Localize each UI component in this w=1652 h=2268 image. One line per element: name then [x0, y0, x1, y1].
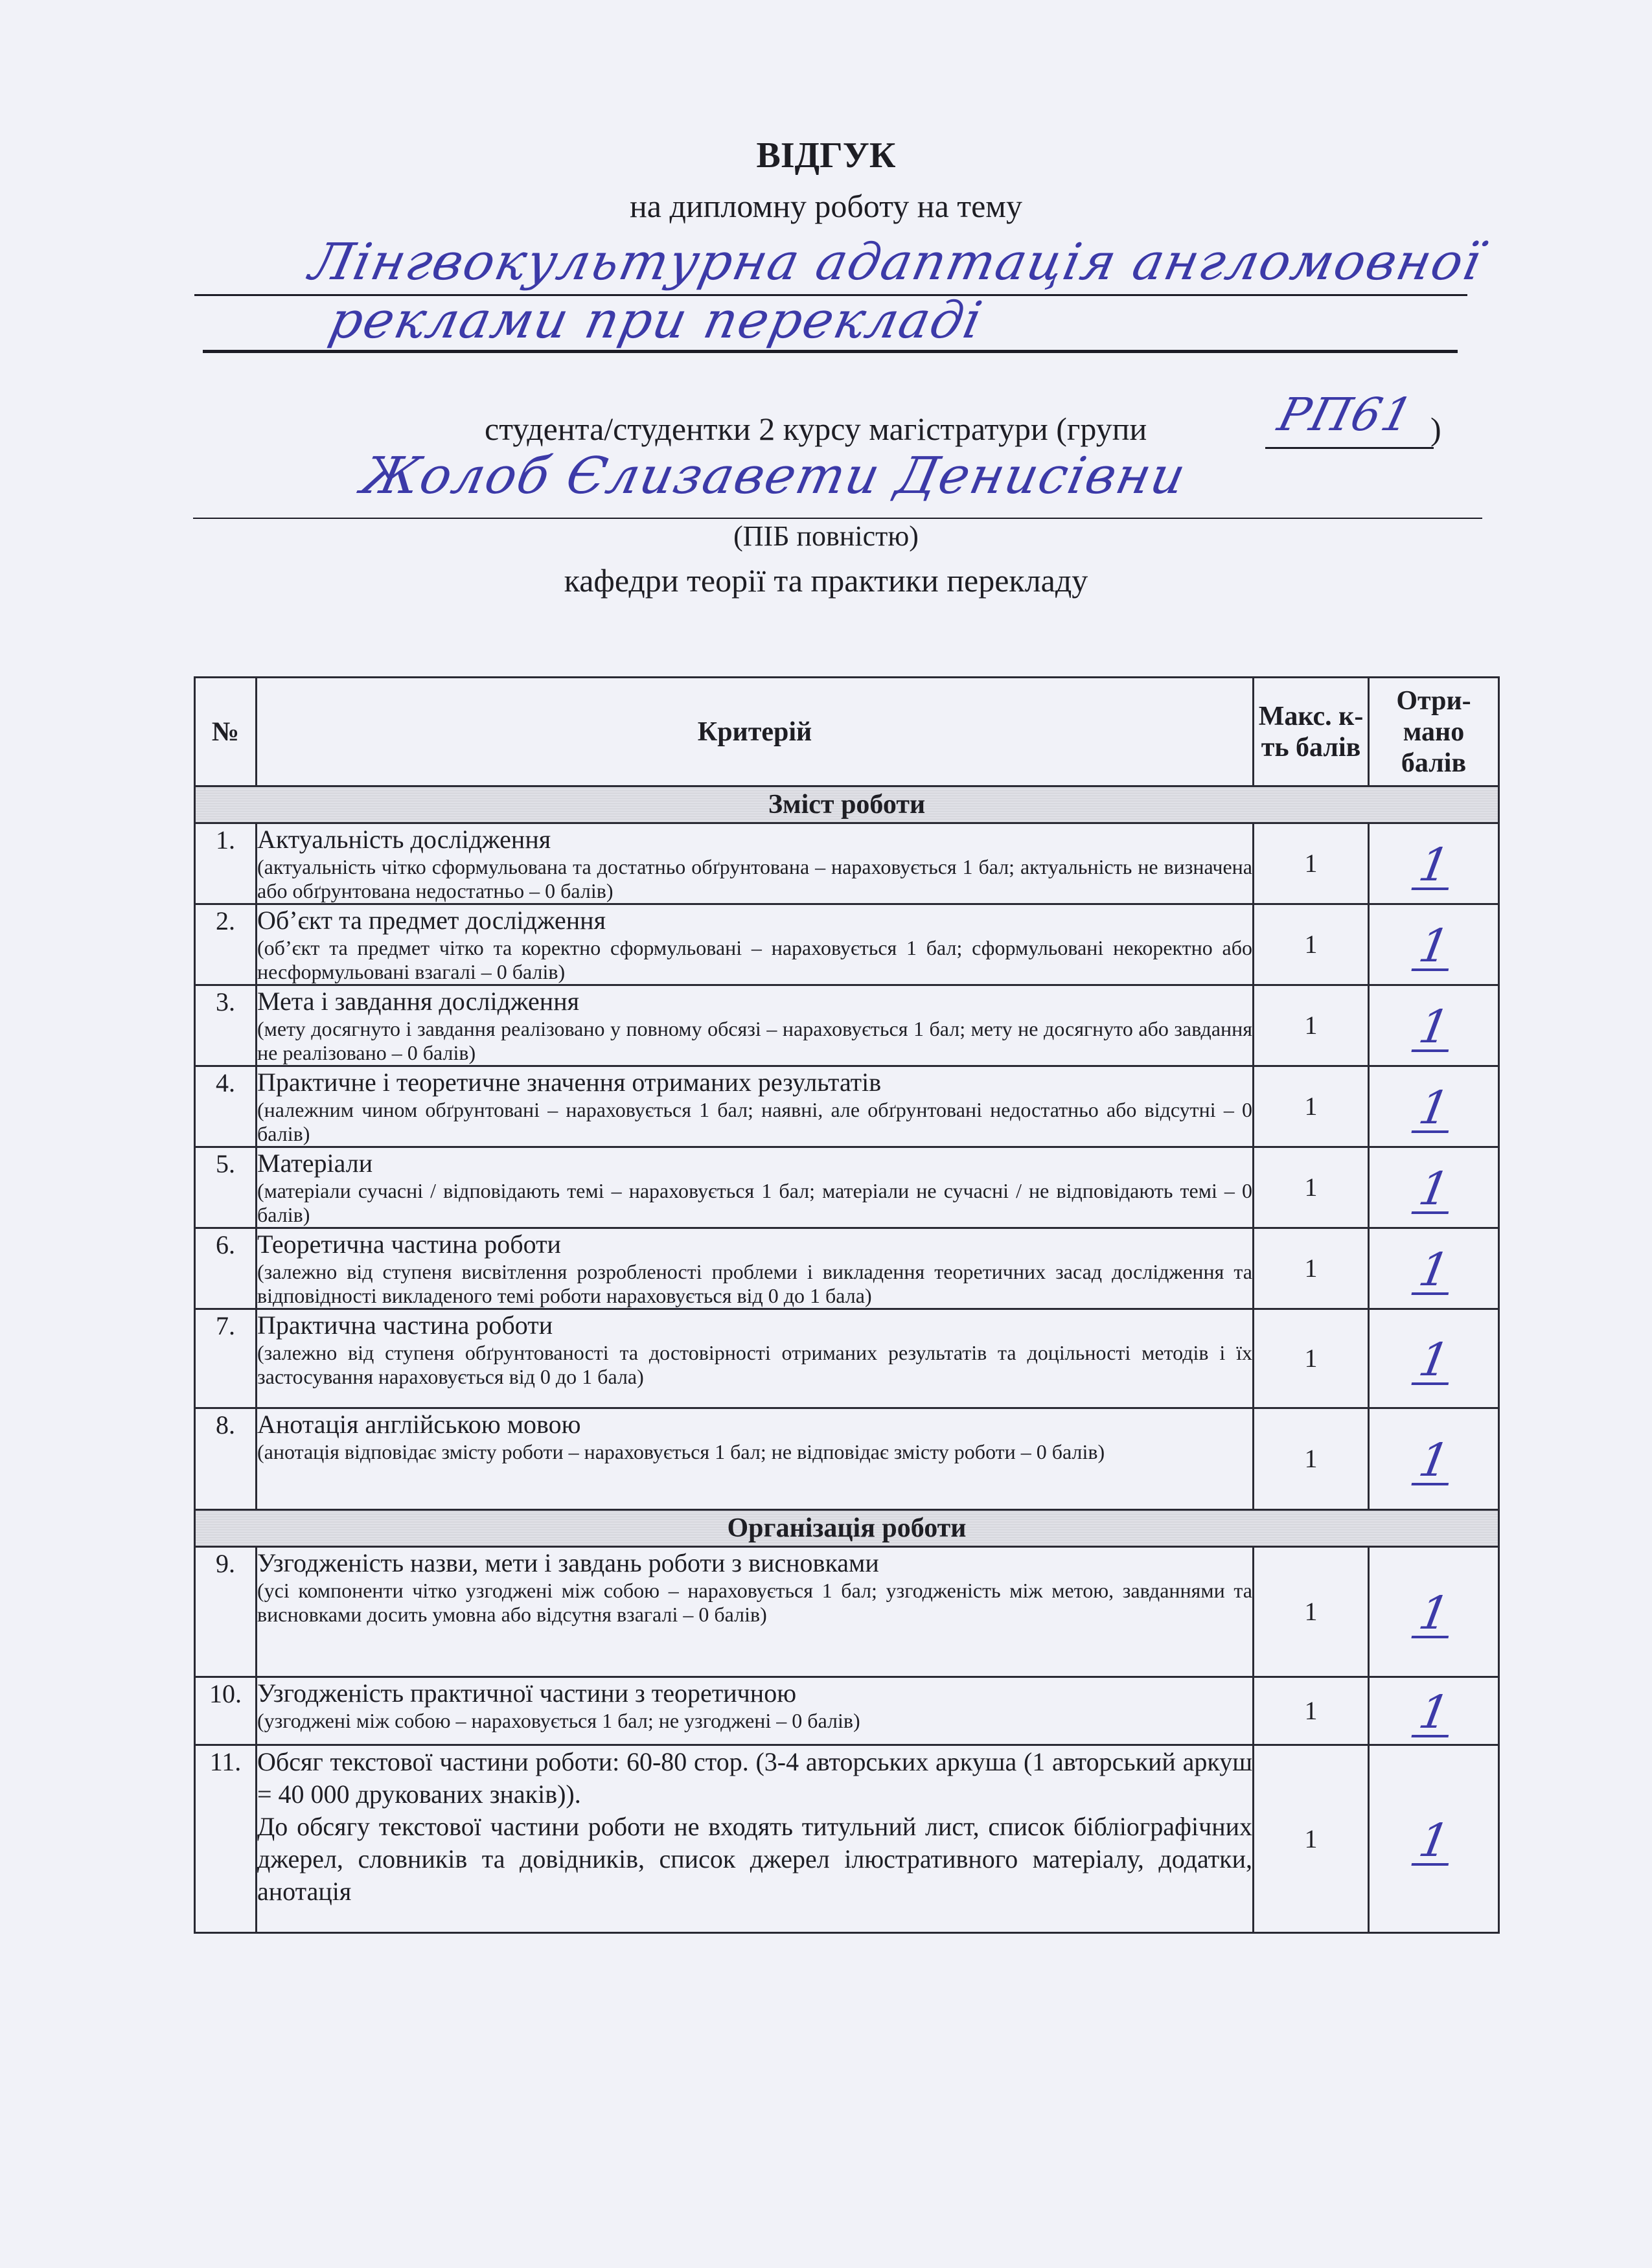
max-score: 1	[1304, 1824, 1318, 1853]
student-line-label: студента/студентки 2 курсу магістратури (групи	[485, 411, 1147, 447]
received-score-cell	[1369, 904, 1499, 985]
criterion-cell	[257, 1147, 1254, 1228]
criterion-number: 4.	[195, 1066, 257, 1147]
criterion-row	[195, 1066, 1499, 1147]
header-max	[1254, 678, 1369, 786]
document-title: ВІДГУК	[756, 135, 896, 176]
max-score-cell	[1254, 904, 1369, 985]
criterion-cell	[257, 1547, 1254, 1677]
criterion-description: (об’єкт та предмет чітко та коректно сформульовані – нараховується 1 бал; сформульовані некоректно або несформульовані взагалі – 0 балів)	[257, 936, 1252, 983]
criterion-cell	[257, 904, 1254, 985]
criterion-title: Обсяг текстової частини роботи: 60-80 стор. (3-4 авторських аркуша (1 авторський аркуш = 40 000 друкованих знаків)).	[257, 1747, 1252, 1809]
criterion-cell	[257, 1309, 1254, 1408]
header-received	[1369, 678, 1499, 786]
received-score-cell	[1369, 1745, 1499, 1933]
section-title: Зміст роботи	[195, 786, 1499, 823]
criterion-row	[195, 985, 1499, 1066]
criterion-number: 3.	[195, 985, 257, 1066]
criterion-cell	[257, 1408, 1254, 1510]
criterion-row	[195, 1228, 1499, 1309]
criterion-title: Об’єкт та предмет дослідження	[257, 906, 606, 935]
criterion-row	[195, 904, 1499, 985]
max-score-cell	[1254, 1677, 1369, 1745]
criterion-description: (залежно від ступеня висвітлення розробленості проблеми і викладення теоретичних засад дослідження та відповідності викладеного темі роботи нараховується від 0 до 1 бала)	[257, 1260, 1252, 1307]
criterion-description: (матеріали сучасні / відповідають темі – нараховується 1 бал; матеріали не сучасні / не відповідають темі – 0 балів)	[257, 1179, 1252, 1226]
name-caption: (ПІБ повністю)	[733, 520, 919, 552]
section-title: Організація роботи	[195, 1510, 1499, 1547]
criterion-title: Практичне і теоретичне значення отриманих результатів	[257, 1068, 882, 1097]
received-score-handwritten: 1	[1411, 1690, 1456, 1737]
group-handwritten: РП61	[1272, 388, 1419, 441]
max-score: 1	[1304, 1173, 1318, 1202]
received-score-handwritten: 1	[1411, 1004, 1456, 1052]
received-score-cell	[1369, 1066, 1499, 1147]
max-score-cell	[1254, 1745, 1369, 1933]
criterion-title: Анотація англійською мовою	[257, 1410, 581, 1439]
criterion-number: 5.	[195, 1147, 257, 1228]
received-score-handwritten: 1	[1411, 1438, 1456, 1485]
criterion-cell	[257, 985, 1254, 1066]
table-header-row	[195, 678, 1499, 786]
max-score: 1	[1304, 1597, 1318, 1626]
max-score-cell	[1254, 1547, 1369, 1677]
received-score-handwritten: 1	[1411, 1337, 1456, 1385]
header-num: №	[195, 678, 257, 786]
criterion-title: Мета і завдання дослідження	[257, 987, 579, 1016]
max-score: 1	[1304, 1444, 1318, 1473]
max-score-cell	[1254, 823, 1369, 904]
criterion-number: 9.	[195, 1547, 257, 1677]
criterion-title: Узгодженість практичної частини з теоретичною	[257, 1678, 797, 1708]
received-score-cell	[1369, 1547, 1499, 1677]
max-score-cell	[1254, 1228, 1369, 1309]
received-score-cell	[1369, 823, 1499, 904]
criterion-row	[195, 1147, 1499, 1228]
criterion-number: 7.	[195, 1309, 257, 1408]
criterion-row	[195, 1309, 1499, 1408]
max-score-cell	[1254, 1309, 1369, 1408]
criterion-cell	[257, 1677, 1254, 1745]
department-name: кафедри теорії та практики перекладу	[564, 562, 1088, 599]
received-score-handwritten: 1	[1411, 1166, 1456, 1214]
criterion-description: (узгоджені між собою – нараховується 1 бал; не узгоджені – 0 балів)	[257, 1709, 860, 1732]
document-subtitle: на дипломну роботу на тему	[630, 188, 1022, 224]
criterion-number: 10.	[195, 1677, 257, 1745]
header-criterion: Критерій	[257, 678, 1254, 786]
theme-underline-2	[203, 350, 1458, 353]
criterion-row	[195, 1677, 1499, 1745]
group-close-paren: )	[1430, 411, 1441, 447]
criterion-number: 8.	[195, 1408, 257, 1510]
max-score-cell	[1254, 985, 1369, 1066]
max-score: 1	[1304, 1254, 1318, 1283]
max-score: 1	[1304, 1011, 1318, 1040]
received-score-handwritten: 1	[1411, 1818, 1456, 1866]
criterion-title: Практична частина роботи	[257, 1311, 553, 1340]
criterion-cell	[257, 1228, 1254, 1309]
criterion-number: 11.	[195, 1745, 257, 1933]
criterion-cell	[257, 1066, 1254, 1147]
criterion-title: Теоретична частина роботи	[257, 1230, 561, 1259]
criterion-title: Узгодженість назви, мети і завдань роботи з висновками	[257, 1548, 879, 1577]
criterion-row	[195, 1745, 1499, 1933]
criterion-cell	[257, 823, 1254, 904]
received-score-handwritten: 1	[1411, 923, 1456, 971]
received-score-handwritten: 1	[1411, 1247, 1456, 1295]
criterion-row	[195, 1408, 1499, 1510]
criterion-description: (анотація відповідає змісту роботи – нараховується 1 бал; не відповідає змісту роботи – 0 балів)	[257, 1440, 1105, 1463]
criterion-description: (усі компоненти чітко узгоджені між собою – нараховується 1 бал; узгодженість між метою, завданнями та висновками досить умовна або відсутня взагалі – 0 балів)	[257, 1579, 1252, 1626]
header-max-label: Макс. к-ть балів	[1258, 701, 1364, 762]
received-score-cell	[1369, 1228, 1499, 1309]
header-received-label: Отри-мано балів	[1396, 685, 1471, 778]
section-row	[195, 786, 1499, 823]
received-score-cell	[1369, 985, 1499, 1066]
criterion-description: (належним чином обґрунтовані – нараховується 1 бал; наявні, але обґрунтовані недостатньо або відсутні – 0 балів)	[257, 1098, 1252, 1145]
received-score-cell	[1369, 1677, 1499, 1745]
student-name-handwritten: Жолоб Єлизавети Денисівни	[356, 447, 1192, 505]
criterion-description: До обсягу текстової частини роботи не входять титульний лист, список бібліографічних джерел, словників та довідників, список джерел ілюстративного матеріалу, додатки, анотація	[257, 1812, 1252, 1906]
criterion-row	[195, 823, 1499, 904]
criterion-description: (залежно від ступеня обґрунтованості та достовірності отриманих результатів та доцільності методів і їх застосування нараховується від 0 до 1 бала)	[257, 1341, 1252, 1388]
max-score: 1	[1304, 930, 1318, 959]
criterion-number: 1.	[195, 823, 257, 904]
max-score: 1	[1304, 1092, 1318, 1121]
max-score-cell	[1254, 1147, 1369, 1228]
criterion-description: (актуальність чітко сформульована та достатньо обґрунтована – нараховується 1 бал; актуальність не визначена або обґрунтована недостатньо – 0 балів)	[257, 855, 1252, 902]
criterion-description: (мету досягнуто і завдання реалізовано у повному обсязі – нараховується 1 бал; мету не досягнуто або завдання не реалізовано – 0 балів)	[257, 1017, 1252, 1064]
theme-handwritten-line-1: Лінгвокультурна адаптація англомовної	[304, 233, 1487, 292]
criterion-row	[195, 1547, 1499, 1677]
received-score-handwritten: 1	[1411, 842, 1456, 890]
section-row	[195, 1510, 1499, 1547]
received-score-cell	[1369, 1147, 1499, 1228]
max-score-cell	[1254, 1408, 1369, 1510]
group-underline	[1265, 447, 1434, 449]
received-score-cell	[1369, 1408, 1499, 1510]
max-score: 1	[1304, 1344, 1318, 1373]
max-score: 1	[1304, 1696, 1318, 1725]
criterion-title: Актуальність дослідження	[257, 825, 551, 854]
max-score: 1	[1304, 849, 1318, 878]
criteria-table	[194, 676, 1500, 1934]
criterion-number: 2.	[195, 904, 257, 985]
criterion-title: Матеріали	[257, 1149, 373, 1178]
max-score-cell	[1254, 1066, 1369, 1147]
received-score-handwritten: 1	[1411, 1590, 1456, 1638]
received-score-handwritten: 1	[1411, 1085, 1456, 1133]
criterion-number: 6.	[195, 1228, 257, 1309]
theme-handwritten-line-2: реклами при перекладі	[324, 292, 988, 350]
criterion-cell	[257, 1745, 1254, 1933]
received-score-cell	[1369, 1309, 1499, 1408]
